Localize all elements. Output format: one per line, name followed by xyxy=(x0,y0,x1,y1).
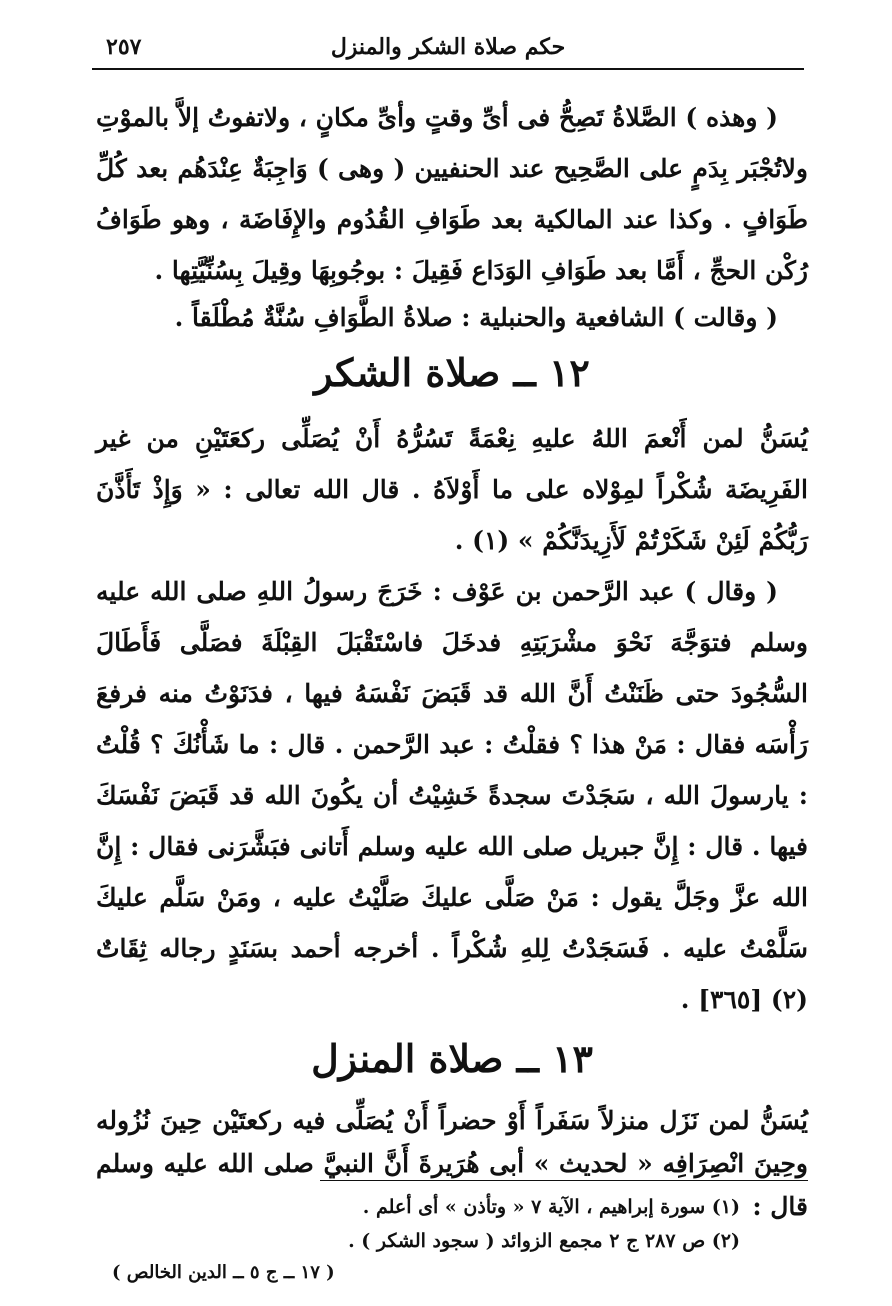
footnote-1: (١) سورة إبراهيم ، الآية ٧ « وتأذن » أى أعلم . xyxy=(362,1196,740,1218)
printer-signature: ( ١٧ ــ ج ٥ ــ الدين الخالص ) xyxy=(112,1262,335,1283)
paragraph-shukr-hadith: ( وقال ) عبد الرَّحمن بن عَوْف : خَرَجَ رسولُ اللهِ صلى الله عليه وسلم فتوَجَّهَ نَحْوَ مشْرَبَتِهِ فدخَلَ فاسْتَقْبَلَ القِبْلَةَ فصَلَّى فَأَطَالَ السُّجُودَ حتى ظَنَنْتُ أَنَّ الله قد قَبَضَ نَفْسَهُ فيها ، فدَنَوْتُ منه فرفعَ رَأْسَه فقال : مَنْ هذا ؟ فقلْتُ : عبد الرَّحمن . قال : ما شَأْنُكَ ؟ قُلْتُ : يارسولَ الله ، سَجَدْتَ سجدةً خَشِيْتُ أن يكُونَ الله قد قَبَضَ نَفْسَكَ فيها . قال : إِنَّ جبريل صلى الله عليه وسلم أَتانى فبَشَّرَنى فقال : إِنَّ الله عزَّ وجَلَّ يقول : مَنْ صَلَّى عليكَ صَلَّيْتُ عليه ، ومَنْ سَلَّم عليكَ سَلَّمْتُ عليه . فَسَجَدْتُ لِلهِ شُكْراً . أخرجه أحمد بسَنَدٍ رجاله ثِقَاتٌ (٢) [٣٦٥] . xyxy=(96,577,808,1014)
paragraph-shafii-hanbali: ( وقالت ) الشافعية والحنبلية : صلاةُ الطَّوَافِ سُنَّةٌ مُطْلَقاً . xyxy=(174,303,778,332)
footnote-2: (٢) ص ٢٨٧ ج ٢ مجمع الزوائد ( سجود الشكر ) . xyxy=(348,1230,740,1252)
page-header xyxy=(92,30,804,70)
footnotes xyxy=(88,1190,800,1258)
paragraph-tawaf-prayer: ( وهذه ) الصَّلاةُ تَصِحُّ فى أىِّ وقتٍ وأىِّ مكانٍ ، ولاتفوتُ إلاَّ بالموْتِ ولاتُجْبَر بِدَمٍ على الصَّحِيح عند الحنفيين ( وهى ) وَاجِبَةٌ عِنْدَهُم بعد كُلِّ طَوَافٍ . وكذا عند المالكية بعد طَوَافِ القُدُوم والإِفَاضَة ، وهو طَوَافُ رُكْن الحجِّ ، أَمَّا بعد طَوَافِ الوَدَاع فَقِيلَ : بوجُوبِهَا وقِيلَ بِسُنِّيَّتِها . xyxy=(96,103,808,285)
page-number: ٢٥٧ xyxy=(106,34,142,60)
paragraph-shukr-intro: يُسَنُّ لمن أَنْعمَ اللهُ عليهِ نِعْمَةً تَسُرُّهُ أَنْ يُصَلِّى ركعَتَيْنِ من غير الفَرِيضَة شُكْراً لمِوْلاه على ما أَوْلاَهُ . قال الله تعالى : « وَإِذْ تَأَذَّنَ رَبُّكُمْ لَئِنْ شَكَرْتُمْ لَأَزِيدَنَّكُمْ » (١) . xyxy=(96,424,808,555)
running-title: حكم صلاة الشكر والمنزل xyxy=(330,34,566,60)
page-body xyxy=(96,92,808,1228)
section-heading-manzil: ١٣ ــ صلاة المنزل xyxy=(311,1036,593,1081)
section-heading-shukr: ١٢ ــ صلاة الشكر xyxy=(314,350,590,395)
footnote-separator xyxy=(320,1180,808,1181)
paragraph-manzil-intro: يُسَنُّ لمن نَزَل منزلاً سَفَراً أَوْ حضراً أَنْ يُصَلِّى فيه ركعتَيْن حِينَ نُزُوله وحِينَ انْصِرَافِه « لحديث » أبى هُرَيرةَ أَنَّ النبيَّ صلى الله عليه وسلم قال : xyxy=(96,1106,808,1221)
